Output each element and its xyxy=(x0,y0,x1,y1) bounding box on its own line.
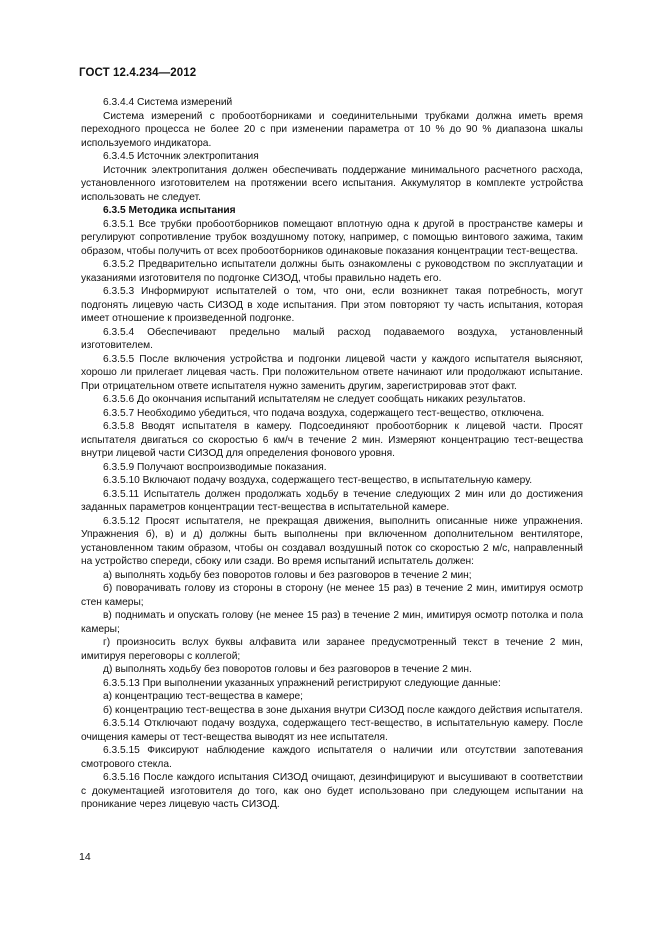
list-item: а) выполнять ходьбу без поворотов головы и без разговоров в течение 2 мин; xyxy=(103,569,472,581)
list-item: а) концентрацию тест-вещества в камере; xyxy=(103,691,303,702)
document-body xyxy=(81,96,583,812)
document-header: ГОСТ 12.4.234—2012 xyxy=(79,67,197,79)
paragraph: 6.3.5.2 Предварительно испытатели должны быть ознакомлены с руководством по эксплуатации и указаниями изготовителя по подгонке СИЗОД, чтобы правильно надеть его. xyxy=(81,259,583,284)
paragraph: 6.3.5.14 Отключают подачу воздуха, содержащего тест-вещество, в испытательную камеру. После очищения камеры от тест-вещества выводят из нее испытателя. xyxy=(81,718,583,743)
list-item: д) выполнять ходьбу без поворотов головы и без разговоров в течение 2 мин. xyxy=(103,664,472,675)
paragraph: 6.3.4.4 Система измерений xyxy=(103,97,233,108)
paragraph: 6.3.5.11 Испытатель должен продолжать ходьбу в течение следующих 2 мин или до достижения заданных параметров концентрации тест-вещества в испытательной камере. xyxy=(81,488,583,513)
list-item: б) поворачивать голову из стороны в сторону (не менее 15 раз) в течение 2 мин, имитируя осмотр стен камеры; xyxy=(81,583,583,608)
list-item: г) произносить вслух буквы алфавита или заранее предусмотренный текст в течение 2 мин, имитируя переговоры с коллегой; xyxy=(81,637,583,662)
paragraph: 6.3.5.16 После каждого испытания СИЗОД очищают, дезинфицируют и высушивают в соответствии с документацией изготовителя до того, как оно будет использовано при следующем испытании на проникание через лицевую часть СИЗОД. xyxy=(81,772,583,810)
paragraph: 6.3.5.13 При выполнении указанных упражнений регистрируют следующие данные: xyxy=(103,677,501,689)
paragraph: 6.3.5.8 Вводят испытателя в камеру. Подсоединяют пробоотборник к лицевой части. Просят испытателя двигаться со скоростью 6 км/ч в течение 2 мин. Измеряют концентрацию тест-вещества внутри лицевой части СИЗОД для определения фонового уровня. xyxy=(81,421,583,459)
paragraph: 6.3.5.10 Включают подачу воздуха, содержащего тест-вещество, в испытательную камеру. xyxy=(103,475,533,486)
list-item: в) поднимать и опускать голову (не менее 15 раз) в течение 2 мин, имитируя осмотр потолка и пола камеры; xyxy=(81,610,583,635)
paragraph: 6.3.5.9 Получают воспроизводимые показания. xyxy=(103,461,327,473)
list-item: б) концентрацию тест-вещества в зоне дыхания внутри СИЗОД после каждого действия испытателя. xyxy=(103,704,583,716)
paragraph: 6.3.5.12 Просят испытателя, не прекращая движения, выполнить описанные ниже упражнения. Упражнения б), в) и д) должны быть выполнены при включенном дополнительном вентиляторе, установленном таким образом, чтобы он создавал воздушный поток со скоростью 2 м/с, направленный на устройство спереди, сбоку или сзади. Во время испытаний испытатель должен: xyxy=(81,515,583,567)
paragraph: 6.3.5.1 Все трубки пробоотборников помещают вплотную одна к другой в пространстве камеры и регулируют сопротивление трубок воздушному потоку, например, с помощью винтового зажима, таким образом, чтобы получить от всех пробоотборников одинаковые показания концентрации тест-вещества. xyxy=(81,218,583,257)
page-number: 14 xyxy=(79,851,91,863)
paragraph: Источник электропитания должен обеспечивать поддержание минимального расчетного расхода, установленного изготовителем на протяжении всего испытания. Аккумулятор в комплекте устройства использовать не следует. xyxy=(81,164,583,203)
paragraph: 6.3.5.6 До окончания испытаний испытателям не следует сообщать никаких результатов. xyxy=(103,394,526,405)
paragraph: 6.3.5.4 Обеспечивают предельно малый расход подаваемого воздуха, установленный изготовителем. xyxy=(81,326,583,351)
paragraph: 6.3.5.7 Необходимо убедиться, что подача воздуха, содержащего тест-вещество, отключена. xyxy=(103,407,545,419)
section-heading: 6.3.5 Методика испытания xyxy=(103,205,236,216)
paragraph: Система измерений с пробоотборниками и соединительными трубками должна иметь время переходного процесса не более 20 с при изменении параметра от 10 % до 90 % диапазона шкалы используемого индикатора. xyxy=(81,110,583,149)
paragraph: 6.3.4.5 Источник электропитания xyxy=(103,151,259,162)
paragraph: 6.3.5.15 Фиксируют наблюдение каждого испытателя о наличии или отсутствии запотевания смотрового стекла. xyxy=(81,745,583,770)
paragraph: 6.3.5.3 Информируют испытателей о том, что они, если возникнет такая потребность, могут подгонять лицевую часть СИЗОД в ходе испытания. При этом повторяют ту часть испытания, которая имеет отношение к произведенной подгонке. xyxy=(81,286,583,324)
paragraph: 6.3.5.5 После включения устройства и подгонки лицевой части у каждого испытателя выясняют, хорошо ли прилегает лицевая часть. При положительном ответе начинают или продолжают испытание. При отрицательном ответе испытателя нужно заменить другим, зарегистрировав этот факт. xyxy=(81,353,583,392)
